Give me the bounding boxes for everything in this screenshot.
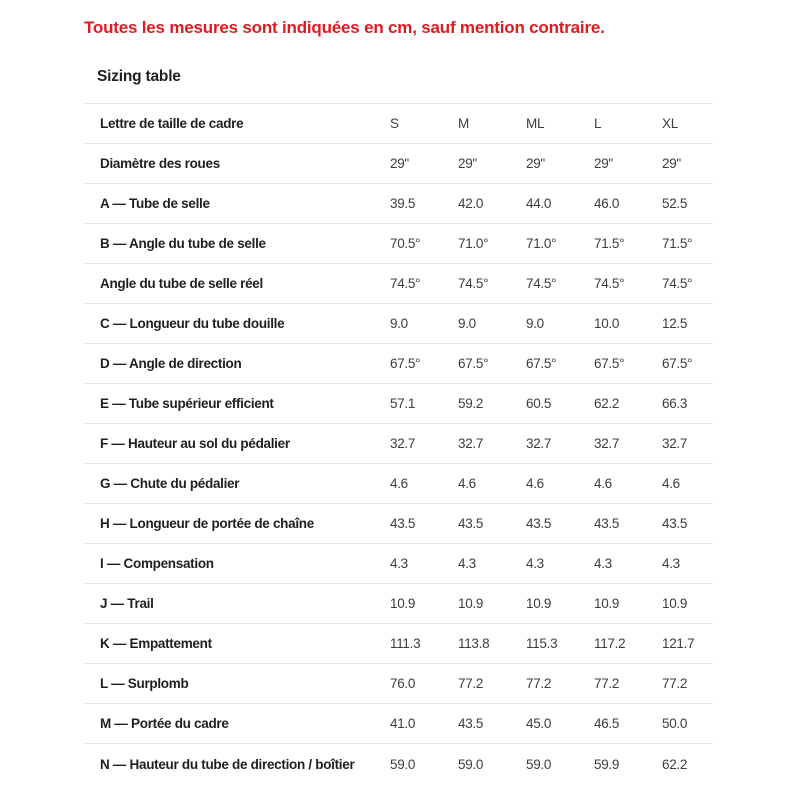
size-column-header: XL [662,116,678,131]
row-label: B — Angle du tube de selle [100,236,266,251]
row-value: 74.5° [526,276,557,291]
sizing-table-body [84,144,713,784]
row-value: 77.2 [662,676,688,691]
row-value: 32.7 [458,436,484,451]
table-row [84,264,713,304]
row-value: 71.5° [662,236,693,251]
row-label: H — Longueur de portée de chaîne [100,516,314,531]
row-value: 9.0 [458,316,476,331]
row-value: 43.5 [458,516,484,531]
row-value: 4.3 [526,556,544,571]
row-value: 42.0 [458,196,484,211]
row-value: 59.2 [458,396,484,411]
table-row [84,704,713,744]
row-value: 10.9 [526,596,552,611]
row-value: 4.6 [526,476,544,491]
row-value: 52.5 [662,196,688,211]
table-row [84,304,713,344]
row-value: 32.7 [594,436,620,451]
row-value: 67.5° [458,356,489,371]
row-value: 71.0° [458,236,489,251]
table-row [84,624,713,664]
row-value: 4.3 [390,556,408,571]
table-row [84,384,713,424]
row-value: 10.9 [662,596,688,611]
size-column-header: ML [526,116,545,131]
row-value: 32.7 [662,436,688,451]
row-value: 4.6 [390,476,408,491]
size-column-header: M [458,116,469,131]
row-value: 115.3 [526,636,558,651]
row-label: F — Hauteur au sol du pédalier [100,436,290,451]
row-value: 59.0 [390,756,416,772]
row-label: G — Chute du pédalier [100,476,240,491]
row-label: M — Portée du cadre [100,716,229,731]
row-value: 77.2 [526,676,552,691]
row-label: Diamètre des roues [100,156,220,171]
row-value: 121.7 [662,636,695,651]
row-value: 66.3 [662,396,688,411]
row-value: 9.0 [526,316,544,331]
row-value: 77.2 [594,676,620,691]
row-value: 74.5° [662,276,693,291]
row-value: 32.7 [390,436,416,451]
table-row [84,504,713,544]
row-value: 32.7 [526,436,552,451]
table-row [84,184,713,224]
row-label: I — Compensation [100,556,214,571]
row-value: 74.5° [458,276,489,291]
table-row [84,544,713,584]
row-value: 43.5 [662,516,688,531]
row-value: 43.5 [390,516,416,531]
row-value: 77.2 [458,676,484,691]
row-value: 45.0 [526,716,552,731]
row-value: 74.5° [390,276,421,291]
row-label: Angle du tube de selle réel [100,276,263,291]
row-value: 46.0 [594,196,620,211]
row-value: 4.6 [458,476,476,491]
row-value: 29" [390,156,409,171]
header-row-label: Lettre de taille de cadre [100,116,244,131]
size-column-header: L [594,116,602,131]
row-value: 67.5° [662,356,693,371]
row-value: 43.5 [458,716,484,731]
row-value: 29" [526,156,545,171]
row-value: 71.0° [526,236,557,251]
row-value: 46.5 [594,716,620,731]
measurement-note: Toutes les mesures sont indiquées en cm, sauf mention contraire. [84,18,605,37]
row-value: 4.6 [662,476,680,491]
table-row [84,664,713,704]
sizing-table-title: Sizing table [97,68,181,85]
row-label: N — Hauteur du tube de direction / boîtier [100,756,355,772]
row-value: 62.2 [662,756,688,772]
row-value: 60.5 [526,396,552,411]
row-value: 10.0 [594,316,620,331]
row-value: 67.5° [526,356,557,371]
row-value: 10.9 [390,596,416,611]
row-value: 44.0 [526,196,552,211]
row-value: 29" [662,156,681,171]
row-value: 10.9 [594,596,620,611]
row-value: 62.2 [594,396,620,411]
row-value: 67.5° [390,356,421,371]
row-label: C — Longueur du tube douille [100,316,285,331]
row-label: K — Empattement [100,636,212,651]
row-value: 29" [458,156,477,171]
table-row [84,744,713,784]
table-row [84,144,713,184]
row-value: 70.5° [390,236,421,251]
row-value: 4.3 [594,556,612,571]
size-column-header: S [390,116,399,131]
table-row [84,584,713,624]
row-value: 71.5° [594,236,625,251]
row-value: 59.0 [458,756,484,772]
row-value: 39.5 [390,196,416,211]
table-row [84,464,713,504]
row-value: 4.6 [594,476,612,491]
table-row [84,344,713,384]
table-row [84,424,713,464]
row-value: 57.1 [390,396,416,411]
row-value: 111.3 [390,636,421,651]
row-value: 43.5 [594,516,620,531]
row-value: 76.0 [390,676,416,691]
row-label: J — Trail [100,596,154,611]
row-value: 59.0 [526,756,552,772]
row-label: A — Tube de selle [100,196,210,211]
row-value: 10.9 [458,596,484,611]
row-value: 4.3 [458,556,476,571]
table-row [84,224,713,264]
row-value: 12.5 [662,316,688,331]
row-value: 41.0 [390,716,416,731]
row-value: 113.8 [458,636,490,651]
row-value: 74.5° [594,276,625,291]
row-value: 4.3 [662,556,680,571]
row-value: 50.0 [662,716,688,731]
row-value: 9.0 [390,316,408,331]
row-value: 43.5 [526,516,552,531]
row-label: D — Angle de direction [100,356,242,371]
row-value: 59.9 [594,756,620,772]
row-value: 29" [594,156,613,171]
row-value: 67.5° [594,356,625,371]
table-header-row [84,104,713,144]
sizing-table [84,103,713,784]
row-label: E — Tube supérieur efficient [100,396,274,411]
row-value: 117.2 [594,636,626,651]
row-label: L — Surplomb [100,676,189,691]
